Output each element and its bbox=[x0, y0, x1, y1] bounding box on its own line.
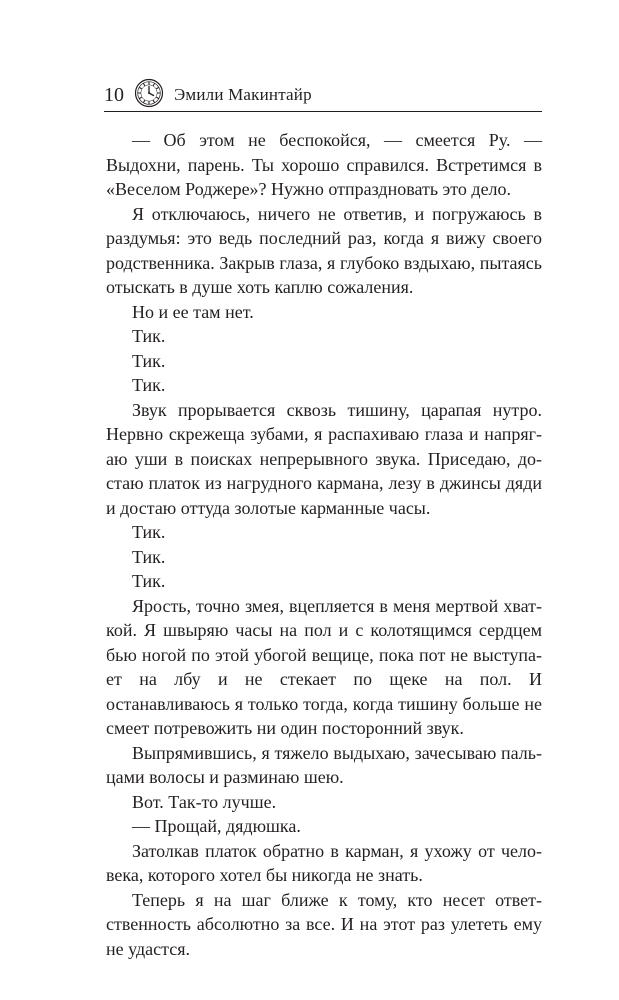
paragraph: Тик. bbox=[132, 571, 166, 591]
paragraph: Но и ее там нет. bbox=[132, 301, 254, 322]
paragraph: Звук прорывается сквозь тишину, царапая нутро. Нервно скрежеща зубами, я распахиваю глаза и напрягаю уши в поисках непрерывного звука. Приседаю, достаю платок из нагрудного кармана, лезу в джинсы дяди и достаю оттуда золотые карманные часы. bbox=[106, 399, 542, 518]
paragraph: Тик. bbox=[132, 326, 166, 346]
paragraph: Тик. bbox=[132, 375, 166, 395]
paragraph: Тик. bbox=[132, 522, 166, 542]
paragraph: Ярость, точно змея, вцепляется в меня мертвой хваткой. Я швыряю часы на пол и с колотящимся сердцем бью ногой по этой убогой вещице, пока пот не выступает на лбу и не стекает по щеке на пол. И останавливаюсь я только тогда, когда тишину больше не смеет потревожить ни один посторонний звук. bbox=[106, 595, 542, 738]
paragraph: Выпрямившись, я тяжело выдыхаю, зачесываю пальцами волосы и разминаю шею. bbox=[106, 742, 542, 787]
running-header bbox=[104, 78, 542, 112]
header-rule bbox=[104, 111, 542, 112]
paragraph: — Об этом не беспокойся, — смеется Ру. — Выдохни, парень. Ты хорошо справился. Встретимся в «Веселом Роджере»? Нужно отпраздновать это дело. bbox=[106, 130, 542, 199]
paragraph: Затолкав платок обратно в карман, я ухожу от человека, которого хотел бы никогда не знать. bbox=[106, 840, 542, 885]
paragraph: Тик. bbox=[132, 546, 166, 567]
clock-icon bbox=[134, 78, 164, 108]
page-number: 10 bbox=[104, 84, 124, 106]
body-text bbox=[106, 128, 542, 961]
paragraph: Теперь я на шаг ближе к тому, кто несет ответственность абсолютно за все. И на этот раз улететь ему не удастся. bbox=[106, 889, 542, 959]
paragraph: Я отключаюсь, ничего не ответив, и погружаюсь в раздумья: это ведь последний раз, когда я вижу своего родственника. Закрыв глаза, я глубоко вздыхаю, пытаясь отыскать в душе хоть каплю сожаления. bbox=[106, 203, 542, 297]
author-name: Эмили Макинтайр bbox=[174, 85, 312, 104]
paragraph: — Прощай, дядюшка. bbox=[132, 816, 301, 836]
paragraph: Тик. bbox=[132, 350, 166, 371]
paragraph: Вот. Так-то лучше. bbox=[132, 791, 277, 812]
